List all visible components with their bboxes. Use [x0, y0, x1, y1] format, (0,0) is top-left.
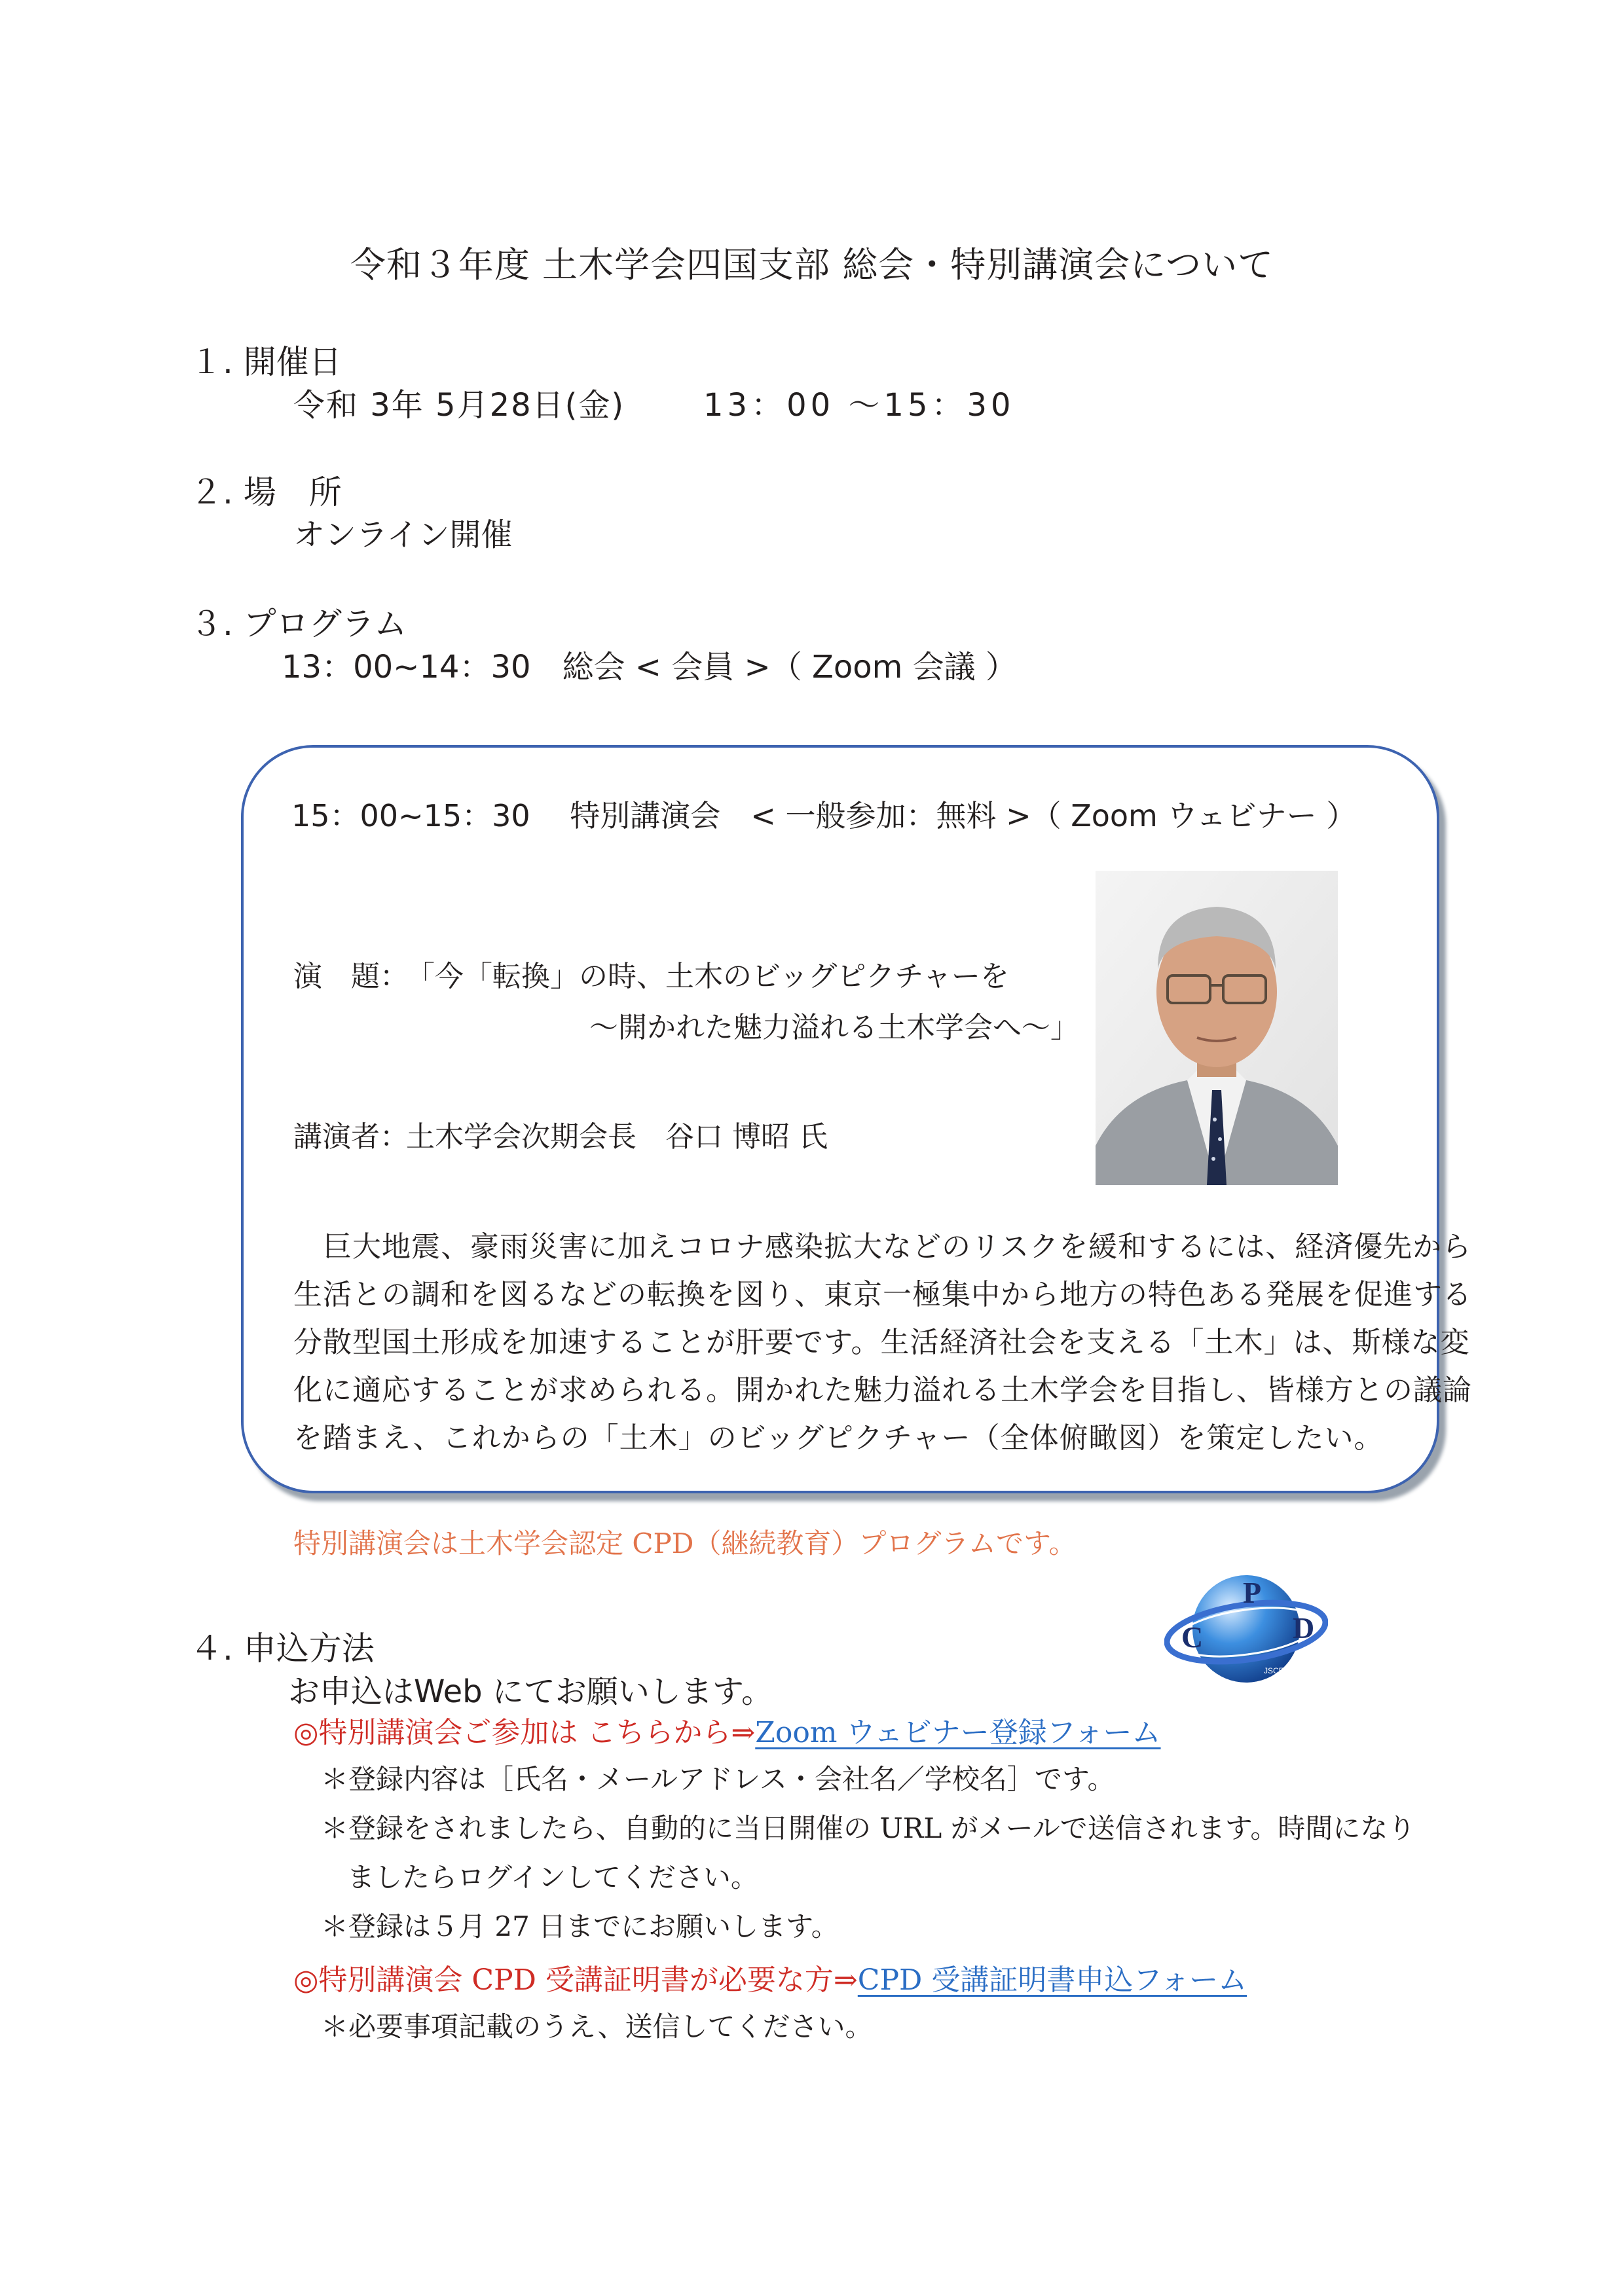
section-heading-place: ２. 場 所: [190, 473, 342, 511]
logo-letter-p: P: [1243, 1576, 1262, 1609]
cpd-note: 特別講演会は土木学会認定 CPD（継続教育）プログラムです。: [293, 1527, 1077, 1559]
speaker-name: 土木学会次期会長 谷口 博昭 氏: [406, 1120, 828, 1154]
logo-letter-d: D: [1293, 1611, 1315, 1645]
apply-item-cpd-prefix: ◎特別講演会 CPD 受講証明書が必要な方⇒: [293, 1963, 858, 1997]
apply-item-webinar: [293, 1709, 1161, 1751]
event-place: オンライン開催: [293, 517, 513, 553]
apply-intro: お申込はWeb にてお願いします。: [288, 1673, 773, 1710]
apply-item-cpd: [293, 1956, 1247, 1998]
cpd-certificate-form-link[interactable]: CPD 受講証明書申込フォーム: [857, 1963, 1247, 1997]
speaker-photo: [1096, 871, 1338, 1185]
section-heading-apply: ４. 申込方法: [190, 1630, 375, 1667]
lecture-header: 15：00~15：30 特別講演会 < 一般参加：無料 >（ Zoom ウェビナー ）: [291, 798, 1357, 833]
event-time: 13：00 ～15：30: [703, 387, 1015, 424]
lecture-description-line: 巨大地震、豪雨災害に加えコロナ感染拡大などのリスクを緩和するには、経済優先から: [293, 1230, 1472, 1264]
lecture-description-line: 化に適応することが求められる。開かれた魅力溢れる土木学会を目指し、皆様方との議論: [293, 1374, 1472, 1407]
apply-item-webinar-prefix: ◎特別講演会ご参加は こちらから⇒: [293, 1716, 756, 1749]
section-heading-date: １. 開催日: [190, 343, 342, 381]
logo-letter-c: C: [1181, 1620, 1204, 1654]
lecture-description-line: 生活との調和を図るなどの転換を図り、東京一極集中から地方の特色ある発展を促進する: [293, 1278, 1472, 1311]
apply-note-deadline: ＊登録は５月 27 日までにお願いします。: [321, 1910, 839, 1942]
speaker-label: 講演者：: [293, 1120, 409, 1154]
program-general-meeting: 13：00~14：30 総会 < 会員 >（ Zoom 会議 ）: [282, 649, 1017, 685]
section-heading-program: ３. プログラム: [190, 605, 407, 643]
apply-note-registration-content: ＊登録内容は［氏名・メールアドレス・会社名／学校名］です。: [321, 1763, 1115, 1795]
apply-note-url-line2: ましたらログインしてください。: [347, 1861, 758, 1893]
apply-note-cpd: ＊必要事項記載のうえ、送信してください。: [321, 2011, 873, 2043]
lecture-theme-label: 演 題：: [293, 960, 409, 993]
logo-jsce-text: JSCE: [1264, 1666, 1284, 1675]
apply-note-url-line1: ＊登録をされましたら、自動的に当日開催の URL がメールで送信されます。時間になり: [321, 1812, 1416, 1844]
event-date: 令和 3年 5月28日(金): [293, 387, 625, 424]
zoom-webinar-registration-link[interactable]: Zoom ウェビナー登録フォーム: [755, 1716, 1161, 1749]
lecture-theme-line2: ～開かれた魅力溢れる土木学会へ～」: [589, 1011, 1079, 1044]
lecture-theme-line1: 「今「転換」の時、土木のビッグピクチャーを: [406, 960, 1009, 993]
cpd-logo: [1164, 1570, 1328, 1688]
lecture-description-line: を踏まえ、これからの「土木」のビッグピクチャー（全体俯瞰図）を策定したい。: [293, 1421, 1384, 1455]
lecture-description-line: 分散型国土形成を加速することが肝要です。生活経済社会を支える「土木」は、斯様な変: [293, 1326, 1470, 1359]
page-title: 令和３年度 土木学会四国支部 総会・特別講演会について: [350, 244, 1274, 285]
